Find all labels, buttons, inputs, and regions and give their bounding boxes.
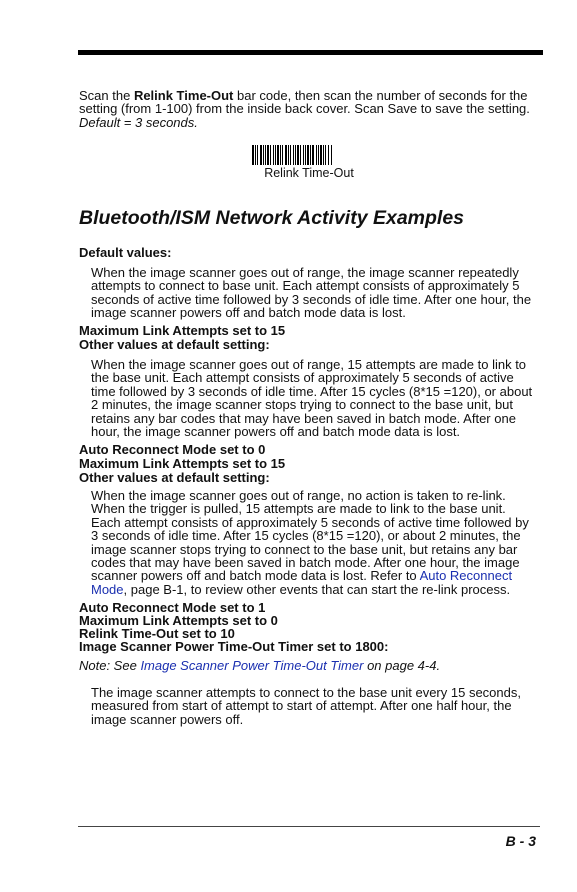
barcode-bar [275,145,276,165]
barcode-bar [267,145,269,165]
relink-timeout-barcode[interactable] [251,145,367,165]
ex2-heading-1: Maximum Link Attempts set to 15 [79,323,286,338]
footer-rule [78,826,540,827]
header-rule [78,50,543,55]
ex1-body: When the image scanner goes out of range, the image scanner repeatedly attempts to connect to base unit. Each attempt consists of approximately 5 seconds of active time followed by 3 seconds of idle time. After one hour, the image scanner powers off and batch mode data is lost. [91,265,532,321]
ex4-heading-1: Auto Reconnect Mode set to 1 [79,600,266,615]
barcode-bar [273,145,274,165]
barcode-bar [288,145,289,165]
barcode-bar [310,145,311,165]
note-prefix: Note: See [79,658,141,673]
barcode-bar [295,145,296,165]
auto-reconnect-mode-link[interactable]: Auto Reconnect Mode [91,568,513,597]
ex4-heading-3: Relink Time-Out set to 10 [79,626,235,641]
barcode-bar [252,145,254,165]
intro-default: Default = 3 seconds. [79,114,198,130]
intro-bold-term: Relink Time-Out [133,88,234,103]
barcode-label: Relink Time-Out [264,166,354,180]
ex3-heading-1: Auto Reconnect Mode set to 0 [79,442,266,457]
page-number: B - 3 [505,833,536,849]
barcode-bar [260,145,262,165]
barcode-bar [297,145,299,165]
ex4-body: The image scanner attempts to connect to the base unit every 15 seconds, measured from start of attempt to start of attempt. After one half hour, the image scanner powers off. [91,685,521,727]
note-suffix: on page 4-4. [363,658,441,673]
ex4-heading-4: Image Scanner Power Time-Out Timer set to 1800: [79,639,389,654]
ex2-body: When the image scanner goes out of range, 15 attempts are made to link to the base unit. Each attempt consists of approximately 5 seconds of active time followed by 3 seconds of idle time. After 15 cycles (8*15 =120), or about 2 minutes, the image scanner stops trying to connect to the base unit, but retains any bar codes that may have been saved in batch mode. After one hour, the image scanner powers off and batch mode data is lost. [91,357,533,440]
intro-paragraph [79,89,541,129]
barcode-bar [257,145,258,165]
barcode-bar [255,145,256,165]
barcode-bar [303,145,304,165]
section-title: Bluetooth/ISM Network Activity Examples [79,207,465,229]
note [79,659,440,672]
barcode-bar [316,145,317,165]
power-timeout-timer-link[interactable]: Image Scanner Power Time-Out Timer [140,658,364,673]
barcode-bar [270,145,271,165]
ex3-heading-3: Other values at default setting: [79,470,270,485]
barcode-bar [290,145,291,165]
barcode-bar [325,145,326,165]
barcode-bar [307,145,309,165]
barcode-bar [293,145,294,165]
intro-text-1: Scan the [79,88,134,103]
barcode-bar [328,145,329,165]
ex3-body-text-2: , page B-1, to review other events that can start the re-link process. [123,581,511,597]
barcode-bar [318,145,319,165]
barcode-bar [265,145,266,165]
ex4-heading-2: Maximum Link Attempts set to 0 [79,613,278,628]
ex3-body-text-1: When the image scanner goes out of range, no action is taken to re-link. When the trigger is pulled, 15 attempts are made to link to the base unit. Each attempt consists of approximately 5 seconds of active time followed by 3 seconds of idle time. After 15 cycles (8*15 =120), or about 2 minutes, the image scanner stops trying to connect to the base unit, but retains any bar codes that may have been saved in batch mode. After one hour, the image scanner powers off and batch mode data is lost. Refer to [91,488,529,584]
barcode-bar [323,145,324,165]
barcode-bar [300,145,301,165]
barcode-bar [263,145,264,165]
barcode-bar [320,145,322,165]
barcode-bar [331,145,332,165]
relink-timeout-barcode-block [250,145,368,180]
ex2-heading-2: Other values at default setting: [79,337,270,352]
ex3-heading-2: Maximum Link Attempts set to 15 [79,456,286,471]
intro-text-2: bar code, then scan the number of seconds for the setting (from 1-100) from the inside back cover. Scan Save to save the setting. [79,88,530,117]
barcode-bar [285,145,287,165]
barcode-bar [305,145,306,165]
barcode-bar [280,145,281,165]
barcode-bar [282,145,283,165]
ex1-heading: Default values: [79,245,172,260]
ex3-body [91,489,539,596]
barcode-bar [312,145,314,165]
barcode-bar [277,145,279,165]
